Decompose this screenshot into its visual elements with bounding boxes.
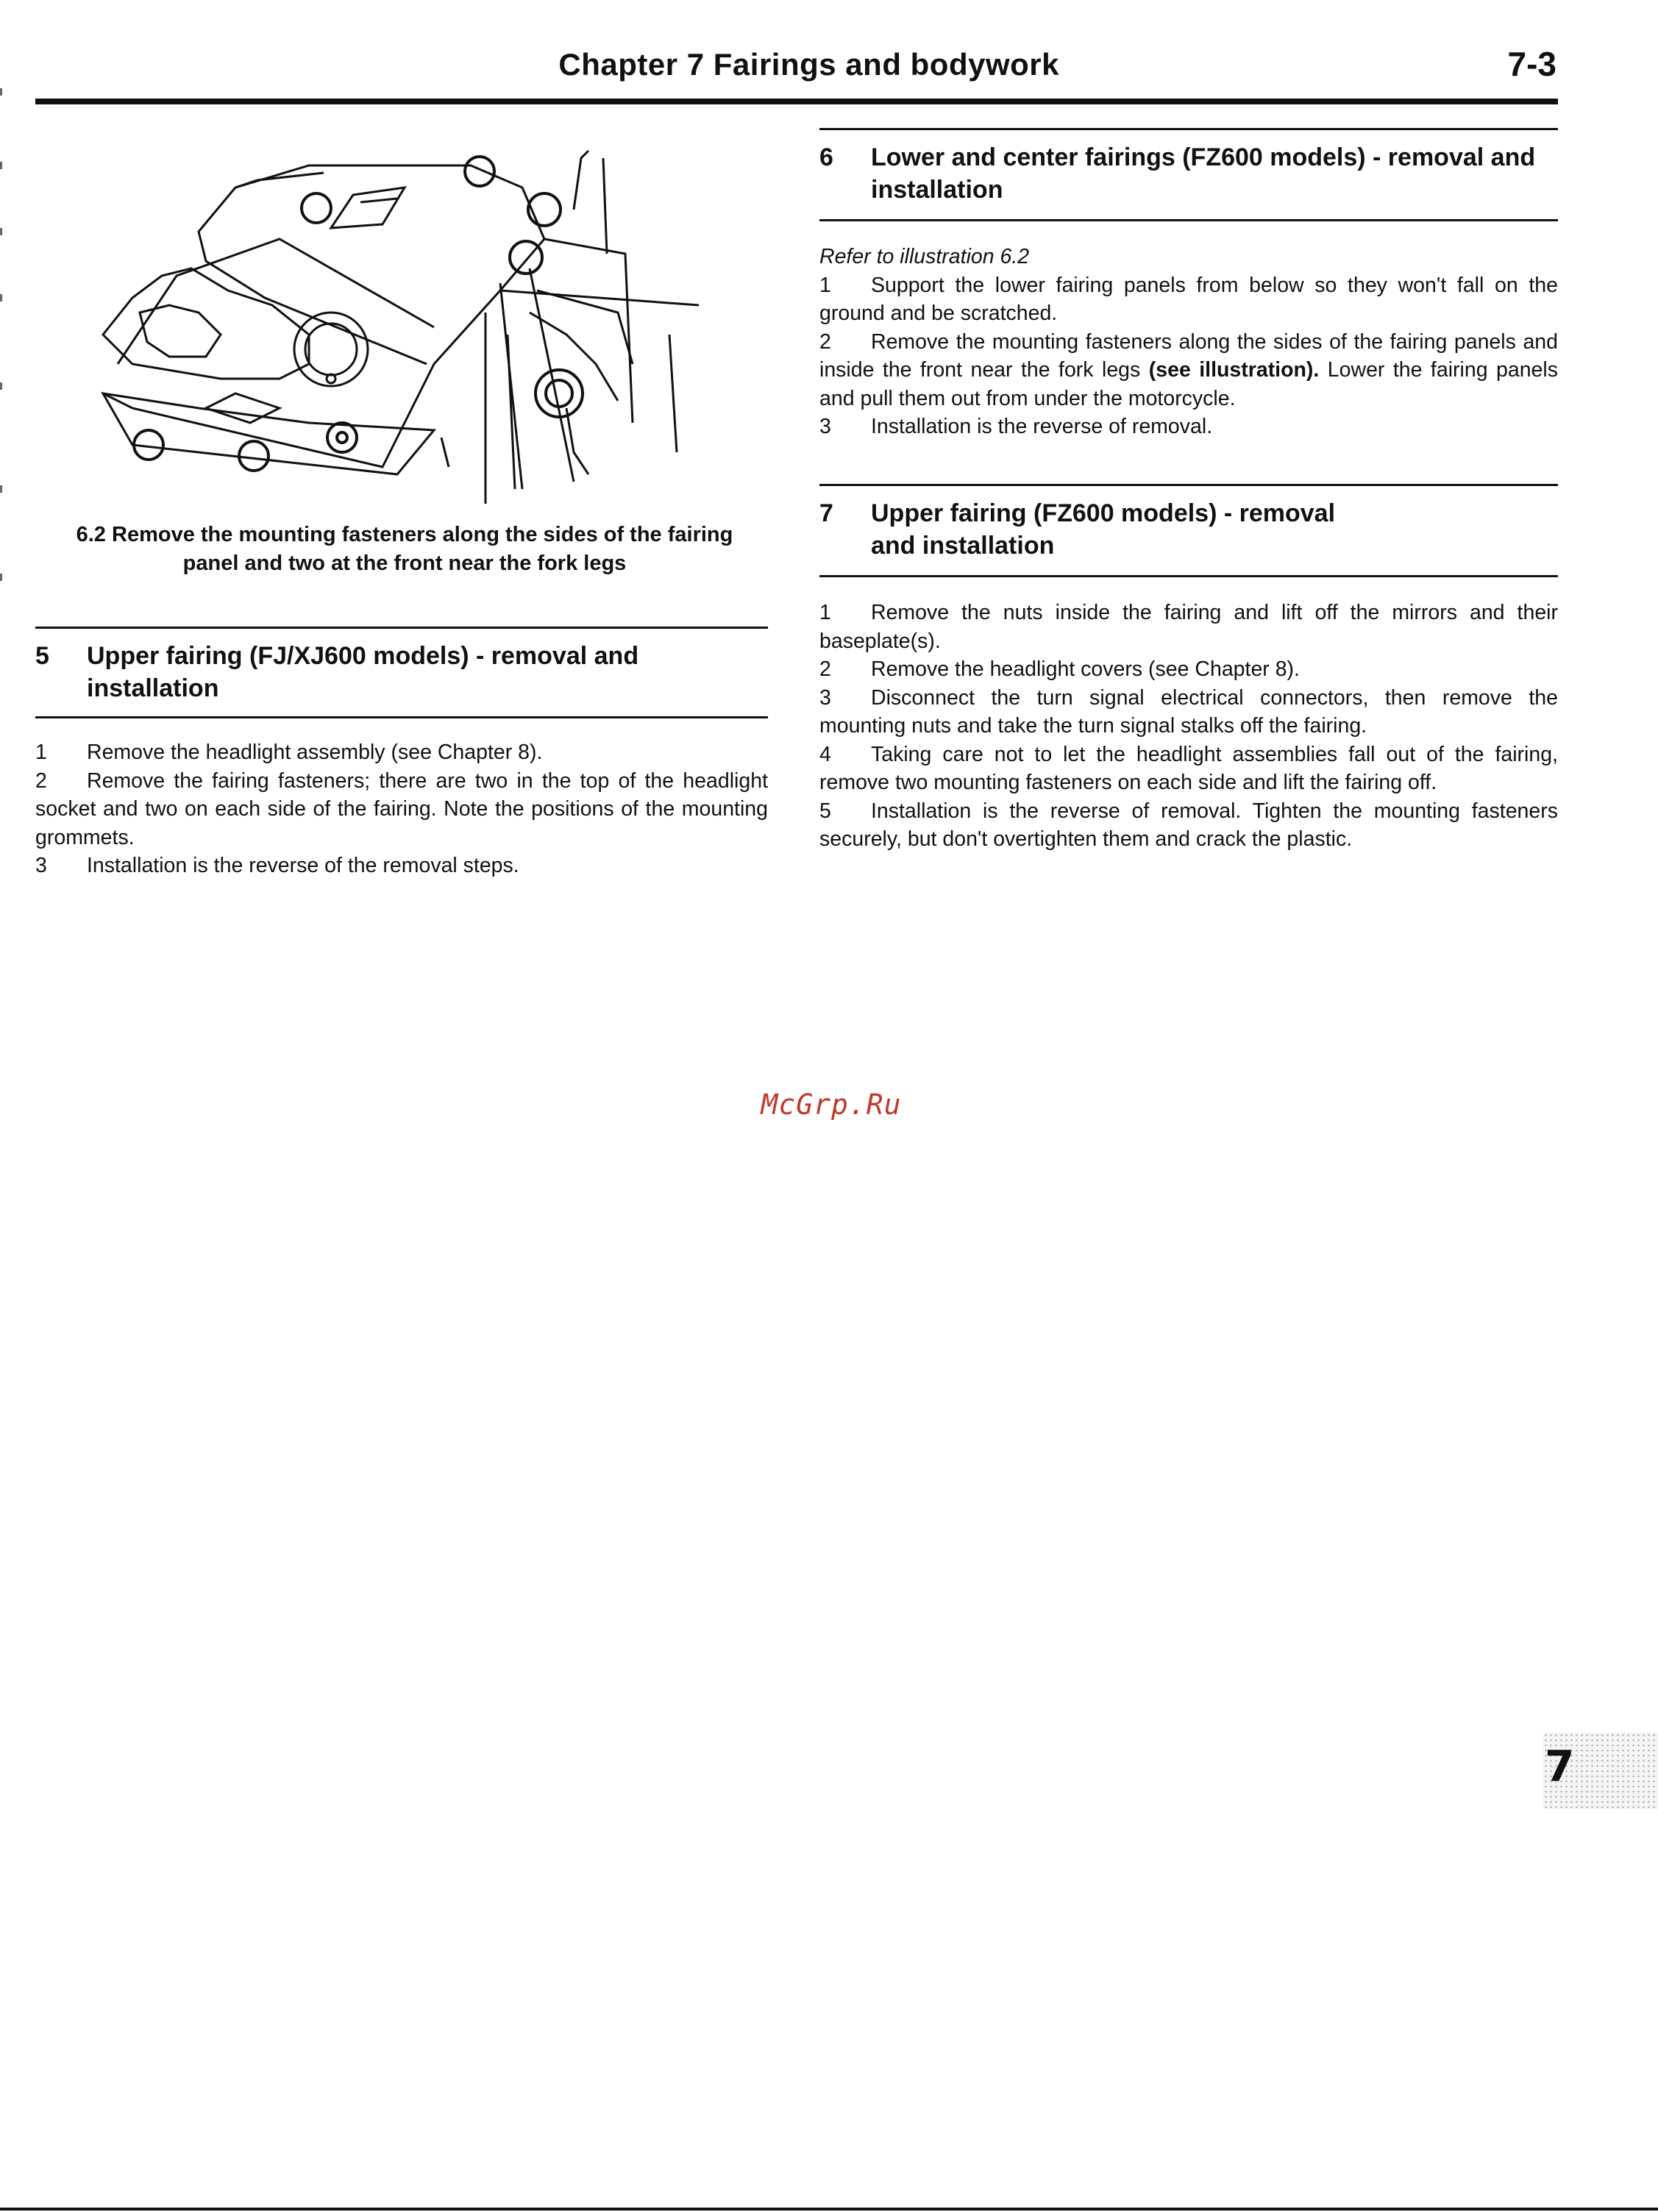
section-5-heading	[35, 640, 697, 704]
page-number: 7-3	[1507, 45, 1556, 83]
section-6-heading	[819, 141, 1555, 206]
section-7-title: Upper fairing (FZ600 models) - removal and installation	[871, 499, 1336, 560]
paragraph: 2 Remove the mounting fasteners along the sides of the fairing panels and inside the front near the fork legs (see illustration). Lower the fairing panels and pull them out from under the motorcycle.	[819, 329, 1558, 410]
paragraph: 3 Installation is the reverse of removal.	[819, 415, 1213, 438]
section-5-rule-bottom	[35, 716, 768, 718]
section-7-rule-bottom	[819, 575, 1558, 577]
chapter-tab-label: 7	[1545, 1741, 1575, 1791]
scan-edge-marks	[0, 74, 3, 632]
section-7-body	[819, 599, 1558, 854]
section-6-rule-top	[819, 128, 1558, 130]
section-5-number: 5	[35, 642, 49, 670]
see-illustration-ref: (see illustration).	[1148, 358, 1320, 382]
refer-note: Refer to illustration 6.2	[819, 245, 1030, 268]
section-6-rule-bottom	[819, 219, 1558, 221]
fairing-illustration	[88, 143, 706, 504]
section-7-rule-top	[819, 484, 1558, 486]
section-5-title: Upper fairing (FJ/XJ600 models) - removal and installation	[87, 642, 639, 702]
section-5-body	[35, 738, 768, 880]
paragraph: 4 Taking care not to let the headlight assemblies fall out of the fairing, remove two mounting fasteners on each side and lift the fairing off.	[819, 742, 1558, 794]
section-6-body	[819, 243, 1558, 441]
section-7-number: 7	[819, 499, 833, 527]
section-6-title: Lower and center fairings (FZ600 models) - removal and installation	[871, 143, 1536, 204]
paragraph: 2 Remove the headlight covers (see Chapter 8).	[819, 657, 1300, 681]
fairing-drawing	[88, 143, 706, 504]
section-5-rule-top	[35, 627, 768, 629]
watermark-link[interactable]: McGrp.Ru	[761, 1088, 902, 1121]
caption-text: Remove the mounting fasteners along the sides of the fairing panel and two at the front near the fork legs	[112, 523, 733, 575]
paragraph: 2 Remove the fairing fasteners; there are two in the top of the headlight socket and two on each side of the fairing. Note the positions of the mounting grommets.	[35, 768, 768, 849]
paragraph: 1 Support the lower fairing panels from below so they won't fall on the ground and be scratched.	[819, 273, 1558, 325]
figure-caption	[74, 521, 736, 578]
paragraph: 1 Remove the nuts inside the fairing and lift off the mirrors and their baseplate(s).	[819, 601, 1558, 653]
paragraph: 1 Remove the headlight assembly (see Chapter 8).	[35, 741, 543, 764]
chapter-title: Chapter 7 Fairings and bodywork	[558, 47, 1059, 82]
bottom-edge-rule	[0, 2208, 1658, 2211]
section-7-heading	[819, 497, 1378, 562]
paragraph: 5 Installation is the reverse of removal. Tighten the mounting fasteners securely, but don't overtighten them and crack the plastic.	[819, 799, 1558, 851]
header-rule	[35, 99, 1558, 104]
caption-number: 6.2	[76, 523, 106, 546]
paragraph: 3 Installation is the reverse of the removal steps.	[35, 854, 519, 877]
paragraph: 3 Disconnect the turn signal electrical connectors, then remove the mounting nuts and take the turn signal stalks off the fairing.	[819, 685, 1558, 738]
section-6-number: 6	[819, 143, 833, 171]
